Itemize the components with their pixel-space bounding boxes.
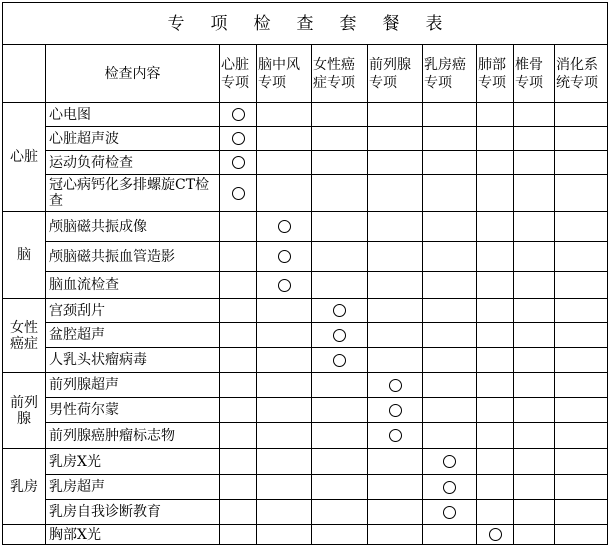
table-title <box>3 3 608 45</box>
mark-cell <box>423 299 477 323</box>
mark-cell <box>312 373 368 398</box>
mark-cell <box>312 323 368 348</box>
mark-cell <box>257 151 312 175</box>
table-row <box>3 348 608 373</box>
table-row <box>3 242 608 272</box>
mark-cell <box>555 272 608 299</box>
table-row <box>3 500 608 525</box>
title-text: 专项检查套餐表 <box>167 13 469 34</box>
mark-cell <box>368 348 423 373</box>
mark-cell <box>514 373 555 398</box>
circle-mark-icon <box>333 304 346 317</box>
mark-cell <box>514 151 555 175</box>
mark-cell <box>514 475 555 500</box>
circle-mark-icon <box>278 279 291 292</box>
package-header-2: 女性癌症专项 <box>312 45 368 103</box>
mark-cell <box>514 103 555 127</box>
circle-mark-icon <box>443 481 456 494</box>
mark-cell <box>555 348 608 373</box>
checkup-package-table <box>2 2 608 545</box>
mark-cell <box>257 242 312 272</box>
mark-cell <box>477 423 514 449</box>
item-name: 男性荷尔蒙 <box>46 398 220 423</box>
mark-cell <box>312 175 368 212</box>
mark-cell <box>423 449 477 475</box>
mark-cell <box>555 449 608 475</box>
mark-cell <box>312 151 368 175</box>
table-row <box>3 475 608 500</box>
mark-cell <box>220 175 257 212</box>
mark-cell <box>220 103 257 127</box>
mark-cell <box>257 398 312 423</box>
mark-cell <box>257 103 312 127</box>
mark-cell <box>312 525 368 545</box>
item-name: 脑血流检查 <box>46 272 220 299</box>
mark-cell <box>257 212 312 242</box>
category-cell: 脑 <box>3 212 46 299</box>
category-cell: 乳房 <box>3 449 46 525</box>
mark-cell <box>555 127 608 151</box>
mark-cell <box>555 500 608 525</box>
mark-cell <box>477 175 514 212</box>
mark-cell <box>477 475 514 500</box>
mark-cell <box>477 500 514 525</box>
mark-cell <box>257 449 312 475</box>
item-name: 乳房X光 <box>46 449 220 475</box>
item-name: 心脏超声波 <box>46 127 220 151</box>
mark-cell <box>257 525 312 545</box>
mark-cell <box>220 212 257 242</box>
mark-cell <box>220 500 257 525</box>
mark-cell <box>220 272 257 299</box>
mark-cell <box>514 423 555 449</box>
mark-cell <box>423 272 477 299</box>
mark-cell <box>514 175 555 212</box>
mark-cell <box>257 348 312 373</box>
item-name: 前列腺癌肿瘤标志物 <box>46 423 220 449</box>
mark-cell <box>368 103 423 127</box>
mark-cell <box>220 373 257 398</box>
mark-cell <box>423 151 477 175</box>
mark-cell <box>312 299 368 323</box>
mark-cell <box>477 103 514 127</box>
mark-cell <box>257 323 312 348</box>
mark-cell <box>477 449 514 475</box>
mark-cell <box>312 103 368 127</box>
item-name: 颅脑磁共振成像 <box>46 212 220 242</box>
table-row <box>3 272 608 299</box>
item-name: 盆腔超声 <box>46 323 220 348</box>
table-row <box>3 449 608 475</box>
category-cell: 前列 腺 <box>3 373 46 449</box>
package-header-3: 前列腺专项 <box>368 45 423 103</box>
mark-cell <box>312 423 368 449</box>
mark-cell <box>368 127 423 151</box>
circle-mark-icon <box>333 354 346 367</box>
category-cell: 心脏 <box>3 103 46 212</box>
table-row <box>3 423 608 449</box>
mark-cell <box>368 449 423 475</box>
mark-cell <box>368 398 423 423</box>
circle-mark-icon <box>389 429 402 442</box>
mark-cell <box>423 175 477 212</box>
item-name: 运动负荷检查 <box>46 151 220 175</box>
circle-mark-icon <box>489 528 502 541</box>
table-row <box>3 398 608 423</box>
mark-cell <box>220 323 257 348</box>
mark-cell <box>423 323 477 348</box>
mark-cell <box>555 242 608 272</box>
mark-cell <box>312 500 368 525</box>
item-name: 乳房自我诊断教育 <box>46 500 220 525</box>
item-name: 乳房超声 <box>46 475 220 500</box>
mark-cell <box>368 299 423 323</box>
mark-cell <box>555 151 608 175</box>
item-name: 前列腺超声 <box>46 373 220 398</box>
package-header-5: 肺部专项 <box>477 45 514 103</box>
mark-cell <box>368 475 423 500</box>
category-cell: 女性 癌症 <box>3 299 46 373</box>
mark-cell <box>477 348 514 373</box>
mark-cell <box>477 398 514 423</box>
item-name: 心电图 <box>46 103 220 127</box>
mark-cell <box>368 525 423 545</box>
mark-cell <box>220 423 257 449</box>
mark-cell <box>257 475 312 500</box>
mark-cell <box>423 373 477 398</box>
circle-mark-icon <box>443 506 456 519</box>
mark-cell <box>423 398 477 423</box>
table-row <box>3 323 608 348</box>
item-name: 人乳头状瘤病毒 <box>46 348 220 373</box>
mark-cell <box>220 348 257 373</box>
mark-cell <box>257 175 312 212</box>
item-name: 胸部X光 <box>46 525 220 545</box>
mark-cell <box>257 127 312 151</box>
mark-cell <box>555 103 608 127</box>
mark-cell <box>423 127 477 151</box>
mark-cell <box>257 299 312 323</box>
package-header-1: 脑中风专项 <box>257 45 312 103</box>
mark-cell <box>477 151 514 175</box>
category-cell <box>3 525 46 545</box>
circle-mark-icon <box>232 132 245 145</box>
mark-cell <box>555 475 608 500</box>
table-row <box>3 525 608 545</box>
mark-cell <box>368 373 423 398</box>
mark-cell <box>514 242 555 272</box>
mark-cell <box>368 272 423 299</box>
mark-cell <box>555 423 608 449</box>
mark-cell <box>514 127 555 151</box>
mark-cell <box>514 299 555 323</box>
corner-cell <box>3 45 46 103</box>
mark-cell <box>220 299 257 323</box>
mark-cell <box>514 212 555 242</box>
mark-cell <box>257 373 312 398</box>
table-row <box>3 373 608 398</box>
circle-mark-icon <box>443 455 456 468</box>
mark-cell <box>555 299 608 323</box>
mark-cell <box>555 525 608 545</box>
table-row <box>3 175 608 212</box>
mark-cell <box>368 212 423 242</box>
mark-cell <box>423 103 477 127</box>
mark-cell <box>312 348 368 373</box>
mark-cell <box>477 272 514 299</box>
package-header-4: 乳房癌专项 <box>423 45 477 103</box>
package-header-7: 消化系统专项 <box>555 45 608 103</box>
mark-cell <box>220 242 257 272</box>
mark-cell <box>423 475 477 500</box>
mark-cell <box>477 373 514 398</box>
mark-cell <box>477 127 514 151</box>
mark-cell <box>368 423 423 449</box>
mark-cell <box>555 398 608 423</box>
mark-cell <box>368 323 423 348</box>
item-name: 冠心病钙化多排螺旋CT检查 <box>46 175 220 212</box>
table-row <box>3 212 608 242</box>
item-name: 宫颈刮片 <box>46 299 220 323</box>
mark-cell <box>257 500 312 525</box>
mark-cell <box>514 398 555 423</box>
mark-cell <box>423 423 477 449</box>
mark-cell <box>220 127 257 151</box>
mark-cell <box>312 127 368 151</box>
mark-cell <box>477 323 514 348</box>
mark-cell <box>477 299 514 323</box>
mark-cell <box>514 525 555 545</box>
mark-cell <box>368 175 423 212</box>
table-row <box>3 103 608 127</box>
mark-cell <box>220 525 257 545</box>
mark-cell <box>312 475 368 500</box>
mark-cell <box>257 423 312 449</box>
circle-mark-icon <box>232 108 245 121</box>
item-name: 颅脑磁共振血管造影 <box>46 242 220 272</box>
circle-mark-icon <box>232 156 245 169</box>
circle-mark-icon <box>389 404 402 417</box>
circle-mark-icon <box>278 220 291 233</box>
mark-cell <box>312 272 368 299</box>
mark-cell <box>477 212 514 242</box>
mark-cell <box>514 272 555 299</box>
mark-cell <box>477 242 514 272</box>
mark-cell <box>555 373 608 398</box>
circle-mark-icon <box>232 187 245 200</box>
mark-cell <box>368 151 423 175</box>
mark-cell <box>514 449 555 475</box>
mark-cell <box>555 323 608 348</box>
package-header-6: 椎骨专项 <box>514 45 555 103</box>
table-row <box>3 151 608 175</box>
mark-cell <box>312 242 368 272</box>
mark-cell <box>312 398 368 423</box>
table-row <box>3 299 608 323</box>
mark-cell <box>220 398 257 423</box>
mark-cell <box>312 449 368 475</box>
mark-cell <box>220 475 257 500</box>
mark-cell <box>514 323 555 348</box>
mark-cell <box>257 272 312 299</box>
mark-cell <box>514 348 555 373</box>
table-row <box>3 127 608 151</box>
mark-cell <box>423 525 477 545</box>
mark-cell <box>555 212 608 242</box>
content-header: 检查内容 <box>46 45 220 103</box>
circle-mark-icon <box>278 250 291 263</box>
package-header-0: 心脏专项 <box>220 45 257 103</box>
mark-cell <box>220 151 257 175</box>
mark-cell <box>514 500 555 525</box>
mark-cell <box>477 525 514 545</box>
circle-mark-icon <box>333 329 346 342</box>
mark-cell <box>312 212 368 242</box>
mark-cell <box>368 242 423 272</box>
mark-cell <box>423 212 477 242</box>
mark-cell <box>368 500 423 525</box>
mark-cell <box>220 449 257 475</box>
circle-mark-icon <box>389 379 402 392</box>
mark-cell <box>423 242 477 272</box>
mark-cell <box>423 500 477 525</box>
mark-cell <box>555 175 608 212</box>
mark-cell <box>423 348 477 373</box>
